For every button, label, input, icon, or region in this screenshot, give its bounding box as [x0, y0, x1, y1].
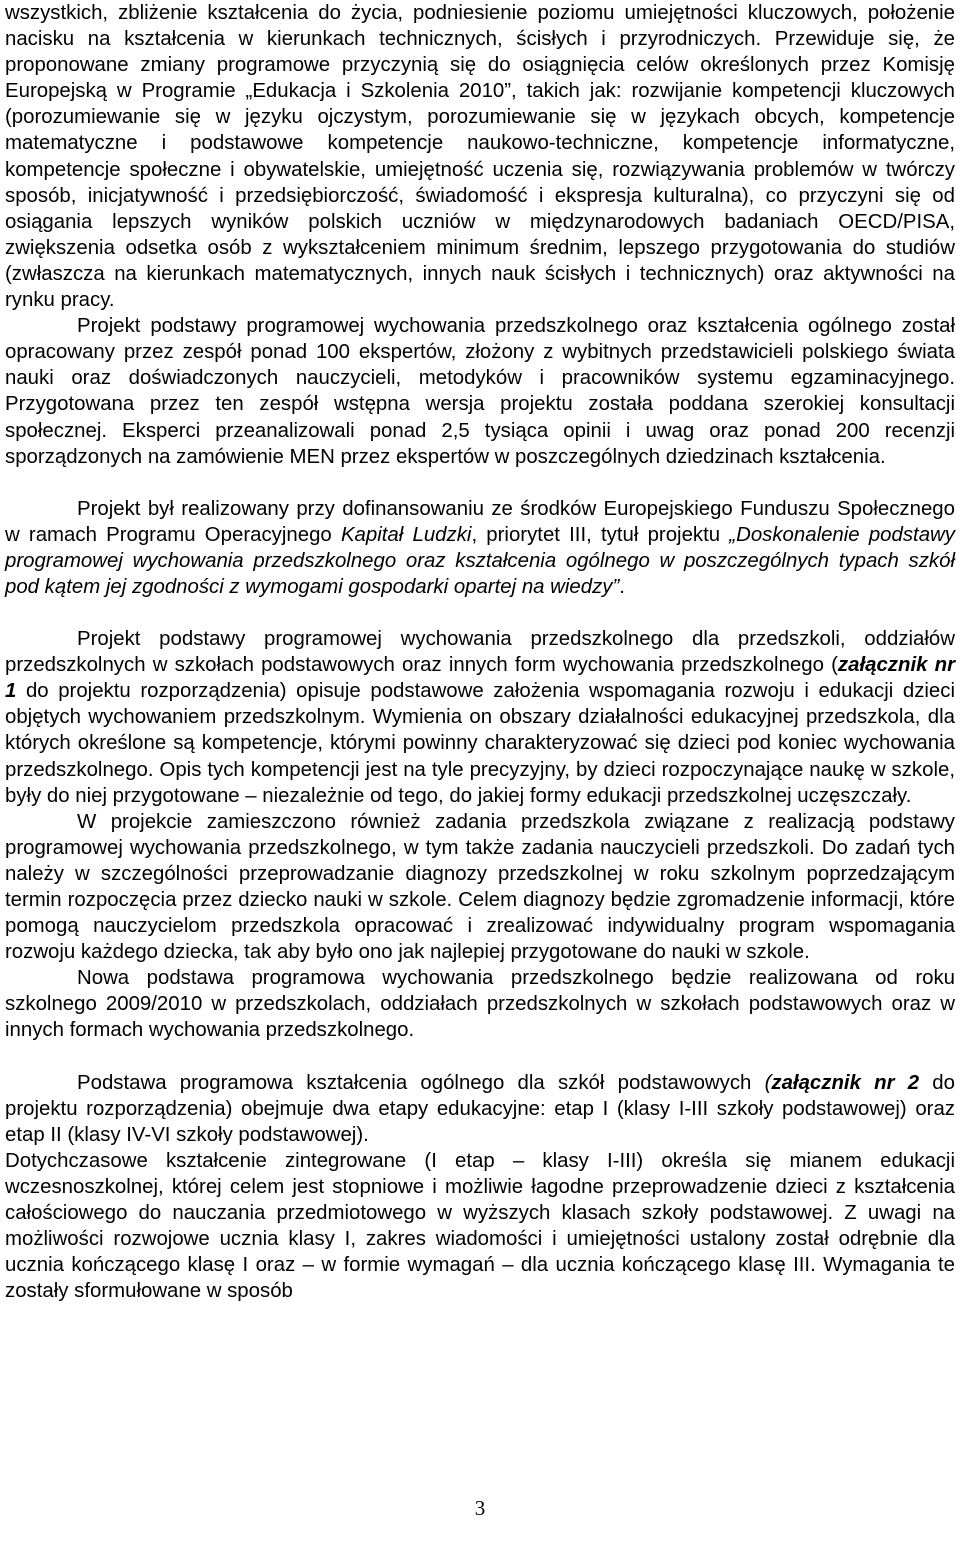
paragraph-primary-core — [5, 1070, 955, 1148]
paragraph-primary-rest: do projektu rozporządzenia) obejmuje dwa etapy edukacyjne: etap I (klasy I-III szkoły podstawowej) oraz etap II (klasy IV-VI szkoły podstawowej). — [5, 1071, 955, 1146]
paragraph-project-funding — [5, 496, 955, 600]
paragraph-preschool-text: Projekt podstawy programowej wychowania przedszkolnego dla przedszkoli, oddziałów przedszkolnych w szkołach podstawowych oraz innych form wychowania przedszkolnego ( — [5, 628, 955, 677]
paragraph-preschool-core — [5, 626, 955, 809]
paragraph-preschool-rest: do projektu rozporządzenia) opisuje podstawowe założenia wspomagania rozwoju i edukacji dzieci objętych wychowaniem przedszkolnym. Wymienia on obszary działalności edukacyjnej przedszkola, dla których określone są kompetencje, którymi powinny charakteryzować się dzieci pod koniec wychowania przedszkolnego. Opis tych kompetencji jest na tyle precyzyjny, by dzieci rozpoczynające naukę w szkole, były do niej przygotowane – niezależnie od tego, do jakiej formy edukacji przedszkolnej uczęszczały. — [5, 680, 955, 807]
paragraph-funding-middle: , priorytet III, tytuł projektu — [471, 523, 730, 546]
attachment-reference-2: załącznik nr 2 — [771, 1071, 920, 1094]
program-name: Kapitał Ludzki — [340, 523, 472, 546]
paragraph-funding-end: . — [619, 575, 625, 598]
document-body — [5, 0, 955, 1304]
paragraph-preschool-tasks: W projekcie zamieszczono również zadania przedszkola związane z realizacją podstawy programowej wychowania przedszkolnego, w tym także zadania nauczycieli przedszkoli. Do zadań tych należy w szczególności przeprowadzanie diagnozy przedszkolnej w roku szkolnym poprzedzającym termin rozpoczęcia przez dziecko nauki w szkole. Celem diagnozy będzie zgromadzenie informacji, które pomogą nauczycielom przedszkola opracować i zrealizować indywidualny program wspomagania rozwoju każdego dziecka, tak aby było ono jak najlepiej przygotowane do nauki w szkole. — [5, 810, 955, 964]
paragraph-primary-text: Podstawa programowa kształcenia ogólnego dla szkół podstawowych — [77, 1071, 765, 1094]
paragraph-project-experts: Projekt podstawy programowej wychowania przedszkolnego oraz kształcenia ogólnego został opracowany przez zespół ponad 100 ekspertów, złożony z wybitnych przedstawicieli polskiego świata nauki oraz doświadczonych nauczycieli, metodyków i pracowników systemu egzaminacyjnego. Przygotowana przez ten zespół wstępna wersja projektu została poddana szerokiej konsultacji społecznej. Eksperci przeanalizowali ponad 2,5 tysiąca opinii i uwag oraz ponad 200 recenzji sporządzonych na zamówienie MEN przez ekspertów w poszczególnych dziedzinach kształcenia. — [5, 315, 955, 468]
paragraph-continuation: wszystkich, zbliżenie kształcenia do życia, podniesienie poziomu umiejętności kluczowych, położenie nacisku na kształcenia w kierunkach technicznych, ścisłych i przyrodniczych. Przewiduje się, że proponowane zmiany programowe przyczynią się do osiągnięcia celów określonych przez Komisję Europejską w Programie „Edukacja i Szkolenia 2010”, takich jak: rozwijanie kompetencji kluczowych (porozumiewanie się w języku ojczystym, porozumiewanie się w językach obcych, kompetencje matematyczne i podstawowe kompetencje naukowo-techniczne, kompetencje informatyczne, kompetencje społeczne i obywatelskie, umiejętność uczenia się, rozwiązywania problemów w twórczy sposób, inicjatywność i przedsiębiorczość, świadomość i ekspresja kulturalna), co przyczyni się od osiągania lepszych wyników polskich uczniów w międzynarodowych badaniach OECD/PISA, zwiększenia odsetka osób z wykształceniem minimum średnim, lepszego przygotowania do studiów (zwłaszcza na kierunkach matematycznych, innych nauk ścisłych i technicznych) oraz aktywności na rynku pracy. — [5, 2, 955, 312]
project-title: „Doskonalenie podstawy programowej wychowania przedszkolnego oraz kształcenia ogólnego w poszczególnych typach szkół pod kątem jej zgodności z wymogami gospodarki opartej na wiedzy” — [5, 523, 955, 598]
attachment-reference-1: załącznik nr 1 — [5, 654, 955, 703]
page-number: 3 — [474, 1496, 486, 1520]
paragraph-new-core-date: Nowa podstawa programowa wychowania przedszkolnego będzie realizowana od roku szkolnego 2009/2010 w przedszkolach, oddziałach przedszkolnych w szkołach podstawowych oraz w innych formach wychowania przedszkolnego. — [5, 967, 955, 1042]
paragraph-funding-text: Projekt był realizowany przy dofinansowaniu ze środków Europejskiego Funduszu Społecznego w ramach Programu Operacyjnego — [5, 497, 955, 546]
document-page — [5, 0, 955, 1541]
paragraph-integrated-education: Dotychczasowe kształcenie zintegrowane (I etap – klasy I-III) określa się mianem edukacji wczesnoszkolnej, której celem jest stopniowe i możliwie łagodne przeprowadzenie dzieci z kształcenia całościowego do nauczania przedmiotowego w wyższych klasach szkoły podstawowej. Z uwagi na możliwości rozwojowe ucznia klasy I, zakres wiadomości i umiejętności ustalony został odrębnie dla ucznia kończącego klasę I oraz – w formie wymagań – dla ucznia kończącego klasę III. Wymagania te zostały sformułowane w sposób — [5, 1149, 955, 1303]
paren-open: ( — [764, 1071, 772, 1094]
